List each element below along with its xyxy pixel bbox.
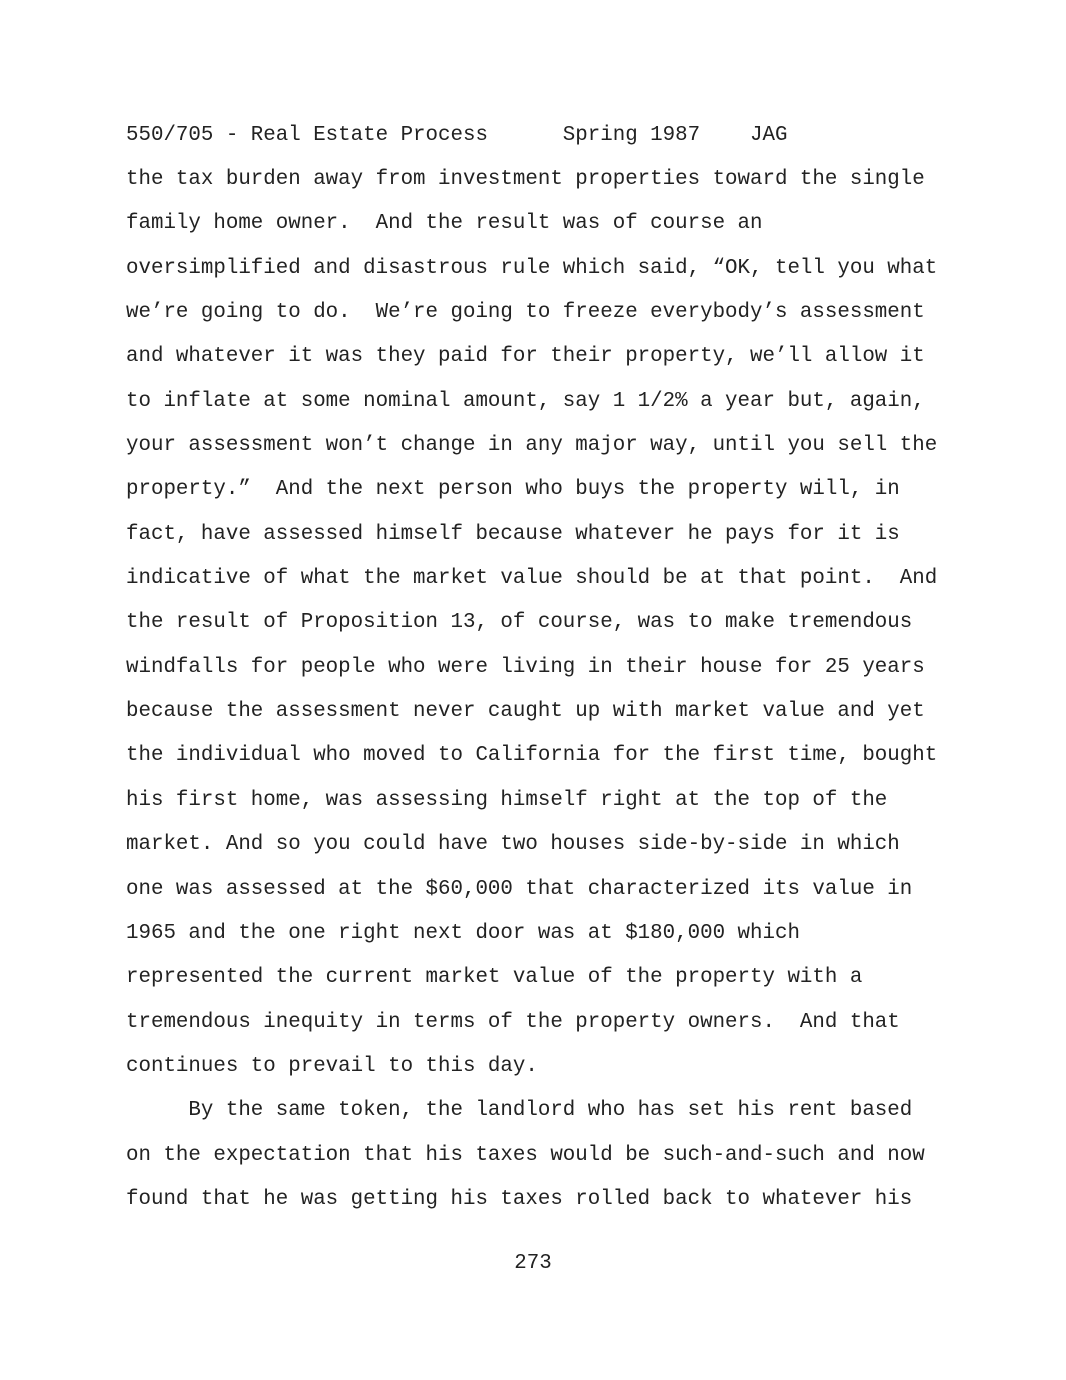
text-line: By the same token, the landlord who has set his rent based bbox=[126, 1099, 913, 1123]
text-line: because the assessment never caught up with market value and yet bbox=[126, 700, 925, 724]
text-line: family home owner. And the result was of course an bbox=[126, 212, 763, 236]
text-line: to inflate at some nominal amount, say 1 1/2% a year but, again, bbox=[126, 389, 925, 413]
text-line: tremendous inequity in terms of the property owners. And that bbox=[126, 1010, 900, 1034]
text-line: continues to prevail to this day. bbox=[126, 1054, 538, 1078]
text-line: 1965 and the one right next door was at $180,000 which bbox=[126, 921, 800, 945]
text-line: found that he was getting his taxes rolled back to whatever his bbox=[126, 1187, 913, 1211]
page-number: 273 bbox=[514, 1252, 552, 1275]
text-line: on the expectation that his taxes would be such-and-such and now bbox=[126, 1143, 925, 1167]
text-line: and whatever it was they paid for their property, we’ll allow it bbox=[126, 345, 925, 369]
text-line: the tax burden away from investment properties toward the single bbox=[126, 168, 925, 191]
text-line: property.” And the next person who buys the property will, in bbox=[126, 478, 900, 502]
text-line: your assessment won’t change in any major way, until you sell the bbox=[126, 434, 938, 458]
text-line: his first home, was assessing himself right at the top of the bbox=[126, 788, 888, 812]
text-line: the result of Proposition 13, of course, was to make tremendous bbox=[126, 611, 913, 635]
text-line: one was assessed at the $60,000 that characterized its value in bbox=[126, 877, 913, 901]
body-text bbox=[126, 166, 956, 1230]
running-header: 550/705 - Real Estate Process Spring 1987 JAG bbox=[126, 124, 788, 147]
text-line: fact, have assessed himself because whatever he pays for it is bbox=[126, 522, 900, 546]
text-line: market. And so you could have two houses side-by-side in which bbox=[126, 833, 900, 857]
text-line: indicative of what the market value should be at that point. And bbox=[126, 567, 938, 591]
text-line: the individual who moved to California for the first time, bought bbox=[126, 744, 938, 768]
text-line: we’re going to do. We’re going to freeze everybody’s assessment bbox=[126, 301, 925, 325]
text-line: oversimplified and disastrous rule which said, “OK, tell you what bbox=[126, 256, 938, 280]
text-line: windfalls for people who were living in their house for 25 years bbox=[126, 655, 925, 679]
text-line: represented the current market value of the property with a bbox=[126, 966, 863, 990]
